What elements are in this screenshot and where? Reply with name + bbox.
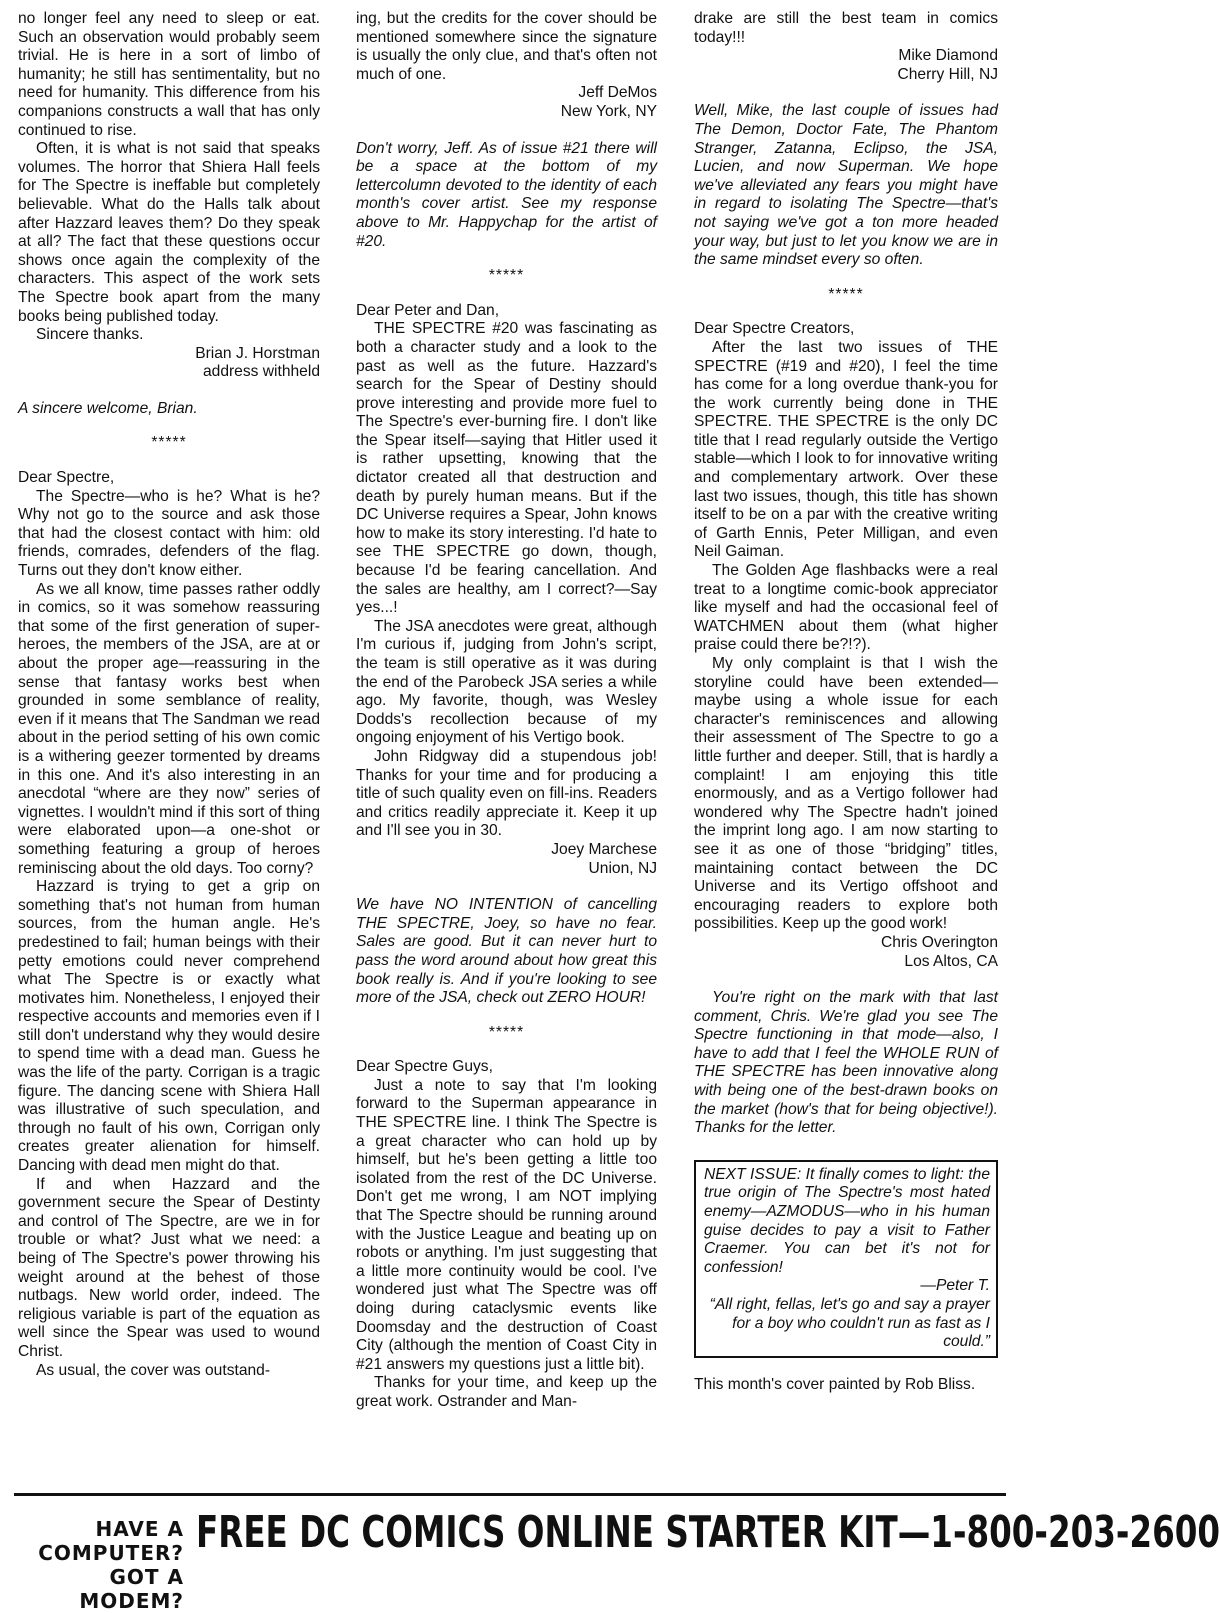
signature-name: Joey Marchese (551, 840, 657, 858)
next-issue-signature: —Peter T. (920, 1277, 990, 1295)
letter-paragraph: John Ridgway did a stupendous job! Thanks for your time and for producing a title of such quality even on fill-ins. Readers and critics readily appreciate it. Keep it up and I'll see you in 30. (356, 747, 657, 840)
signature-place: Los Altos, CA (904, 952, 998, 970)
letter-closing: Sincere thanks. (36, 326, 144, 344)
cover-credit: This month's cover painted by Rob Bliss. (694, 1375, 976, 1393)
letter-paragraph: After the last two issues of THE SPECTRE (#19 and #20), I feel the time has come for a long overdue thank-you for the work currently being done in THE SPECTRE. THE SPECTRE is the only DC title that I read regularly outside the Vertigo stable—which I look to for innovative writing and complementary artwork. Over these last two issues, though, this title has shown itself to be on a par with the creative writing of Garth Ennis, Peter Milligan, and even Neil Gaiman. (694, 338, 998, 561)
column-2 (356, 10, 657, 1412)
letter-greeting: Dear Spectre, (18, 469, 115, 487)
letter-paragraph: As we all know, time passes rather oddly in comics, so it was somehow reassuring that some of the first generation of super-heroes, the members of the JSA, are at or about the proper age—reassuring in the sense that fantasy works best when grounded in some semblance of reality, even if it means that The Sandman we read about in the period setting of his own comic is a withering geezer tormented by dreams in this one. And it's also interesting in an anecdotal “where are they now” series of vignettes. I wouldn't mind if this sort of thing were elaborated upon—a one-shot or something featuring a group of heroes reminiscing about the old days. Too corny? (18, 580, 320, 877)
letter-paragraph: If and when Hazzard and the government secure the Spear of Destinty and control of The Spectre, are we in for trouble or what? Just what we need: a being of The Spectre's power throwing his weight around at the behest of those nutbags. New world order, indeed. The religious variable is part of the equation as well since the Spear was used to wound Christ. (18, 1175, 320, 1360)
letter-greeting: Dear Peter and Dan, (356, 301, 500, 319)
letter-paragraph: The JSA anecdotes were great, although I'm curious if, judging from John's script, the team is still operative as it was during the end of the Parobeck JSA series a while ago. My favorite, though, was Wesley Dodds's recollection because of my ongoing enjoyment of his Vertigo book. (356, 617, 657, 747)
section-divider: ***** (488, 1023, 525, 1041)
letter-paragraph: The Golden Age flashbacks were a real treat to a longtime comic-book appreciator like myself and had the occasional feel of WATCHMEN about them (what higher praise could there be?!?). (694, 562, 998, 654)
next-issue-box (694, 1160, 998, 1358)
signature-name: Chris Overington (881, 933, 998, 951)
banner-question (34, 1517, 184, 1613)
editor-reply: A sincere welcome, Brian. (18, 399, 198, 417)
letter-paragraph: Hazzard is trying to get a grip on something that's not human from human sources, from the human angle. He's predestined to fail; human beings with their petty emotions could never comprehend what The Spectre is or exactly what motivates him. Nonetheless, I enjoyed their respective accounts and memories even if I still don't understand why they would desire to spend time with a dead man. Guess he was the life of the party. Corrigan is a tragic figure. The dancing scene with Shiera Hall was illustrative of such speculation, and through no fault of his own, Corrigan only creates greater alienation for himself. Dancing with dead men might do that. (18, 878, 320, 1175)
signature-place: address withheld (202, 363, 320, 381)
section-divider: ***** (828, 285, 864, 303)
signature-name: Mike Diamond (898, 47, 998, 65)
letter-paragraph: drake are still the best team in comics today!!! (694, 10, 998, 46)
section-divider: ***** (151, 434, 187, 452)
section-divider: ***** (488, 267, 525, 285)
letter-paragraph: The Spectre—who is he? What is he? Why not go to the source and ask those that had the closest contact with him: old friends, comrades, defenders of the flag. Turns out they don't know either. (18, 487, 320, 580)
letter-paragraph: Just a note to say that I'm looking forward to the Superman appearance in THE SPECTRE line. I think The Spectre is a great character who can hold up by himself, but he's been getting a little too isolated from the rest of the DC Universe. Don't get me wrong, I am NOT implying that The Spectre should be running around with the Justice League and beating up on robots or anything. I'm just suggesting that a little more continuity would be cool. I've wondered just what The Spectre was off doing during cataclysmic events like Doomsday and the destruction of Coast City (although the mention of Coast City in #21 answers my questions just a little bit). (356, 1076, 657, 1373)
next-issue-text: NEXT ISSUE: It finally comes to light: the true origin of The Spectre's most hated enemy—AZMODUS—who in his human guise decides to pay a visit to Father Craemer. You can bet it's not for confession! (704, 1165, 990, 1276)
banner-question-line2: GOT A MODEM? (79, 1565, 184, 1613)
letter-greeting: Dear Spectre Guys, (356, 1058, 493, 1076)
letter-paragraph: As usual, the cover was outstand- (36, 1361, 271, 1379)
letter-paragraph: Often, it is what is not said that speaks volumes. The horror that Shiera Hall feels for The Spectre is ineffable but completely believable. What do the Halls talk about after Hazzard leaves them? Do they speak at all? The fact that these questions occur shows once again the complexity of the characters. This aspect of the work sets The Spectre book apart from the many books being published today. (18, 140, 320, 325)
promo-banner (14, 1497, 1220, 1613)
signature-place: Union, NJ (588, 859, 657, 877)
column-3 (694, 10, 998, 1394)
editor-reply: Well, Mike, the last couple of issues had The Demon, Doctor Fate, The Phantom Stranger, Zatanna, Eclipso, the JSA, Lucien, and now Superman. We hope we've alleviated any fears you might have in regard to isolating The Spectre—that's not saying we've got a ton more headed your way, but just to let you know we are in the same mindset every so often. (694, 102, 998, 269)
editor-reply: You're right on the mark with that last comment, Chris. We're glad you see The Spectre functioning in that mode—also, I have to add that I feel the WHOLE RUN of THE SPECTRE has been innovative along with being one of the best-drawn books on the market (how's that for being objective!). Thanks for the letter. (694, 989, 998, 1137)
editor-reply: Don't worry, Jeff. As of issue #21 there will be a space at the bottom of my lettercolumn devoted to the identity of each month's cover artist. See my response above to Mr. Happychap for the artist of #20. (356, 139, 657, 250)
letter-greeting: Dear Spectre Creators, (694, 320, 855, 338)
banner-question-line1: HAVE A COMPUTER? (38, 1517, 184, 1565)
editor-reply: We have NO INTENTION of cancelling THE SPECTRE, Joey, so have no fear. Sales are good. But it can never hurt to pass the word around about how great this book really is. And if you're looking to see more of the JSA, check out ZERO HOUR! (356, 896, 657, 1007)
column-1 (18, 10, 320, 1380)
letter-paragraph: THE SPECTRE #20 was fascinating as both a character study and a look to the past as well as the future. Hazzard's search for the Spear of Destiny should prove interesting and provide more fuel to The Spectre's ever-burning fire. I don't like the Spear itself—saying that Hitler used it is rather upsetting, knowing that the dictator created all that destruction and death by purely human means. But if the DC Universe requires a Spear, John knows how to make its story interesting. I'd hate to see THE SPECTRE go down, though, because I'd be fearing cancellation. And the sales are healthy, am I correct?—Say yes...! (356, 320, 657, 617)
letter-paragraph: ing, but the credits for the cover should be mentioned somewhere since the signature is usually the only clue, and that's often not much of one. (356, 10, 657, 83)
letter-paragraph: My only complaint is that I wish the storyline could have been extended—maybe using a whole issue for each character's reminiscences and allowing their assessment of The Spectre to go a little further and deeper. Still, that is hardly a complaint! I am enjoying this title enormously, and as a Vertigo follower had wondered why The Spectre hadn't joined the imprint long ago. I am now starting to see it as one of those “bridging” titles, maintaining contact between the DC Universe and its Vertigo offshoot and encouraging readers to explore both possibilities. Keep up the good work! (694, 655, 998, 933)
signature-name: Jeff DeMos (578, 84, 657, 102)
signature-place: New York, NY (560, 102, 657, 120)
signature-name: Brian J. Horstman (195, 344, 320, 362)
banner-divider (14, 1493, 1006, 1496)
letter-paragraph: no longer feel any need to sleep or eat. Such an observation would probably seem trivial. He is here in a sort of limbo of humanity; he still has sentimentality, but no need for humanity. This difference from his companions constructs a wall that has only continued to rise. (18, 10, 320, 139)
letter-paragraph: Thanks for your time, and keep up the great work. Ostrander and Man- (356, 1374, 657, 1410)
signature-place: Cherry Hill, NJ (897, 65, 998, 83)
banner-offer: FREE DC COMICS ONLINE STARTER KIT—1-800-203-2600 (196, 1507, 1220, 1558)
next-issue-quote: “All right, fellas, let's go and say a prayer for a boy who couldn't run as fast as I could.” (709, 1296, 990, 1351)
